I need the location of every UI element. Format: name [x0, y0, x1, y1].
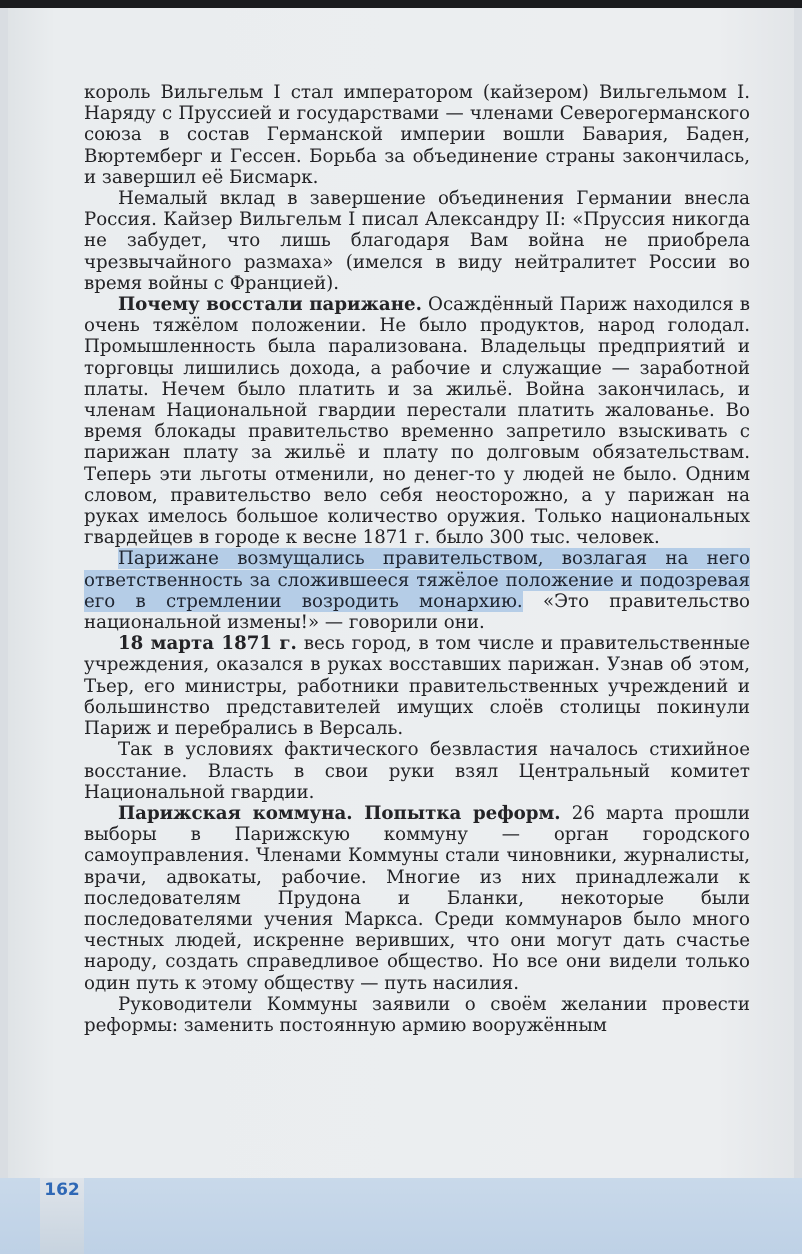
date-heading-18-march: 18 марта 1871 г. [118, 633, 297, 655]
paragraph-2-text: Немалый вклад в завершение объединения Германии внесла Россия. Кайзер Вильгельм I писал Александру II: «Пруссия никогда не забудет, что лишь благодаря Вам война не приобрела чрезвычайного размаха» (имелся в виду нейтралитет России во время войны с Францией). [84, 188, 750, 294]
page-footer-band [0, 1178, 802, 1254]
section-heading-why-parisians-revolted: Почему восстали парижане. [118, 294, 422, 316]
paragraph-8-text: Руководители Коммуны заявили о своём желании провести реформы: заменить постоянную армию вооружённым [84, 993, 750, 1036]
paragraph-6 [84, 739, 750, 803]
page-text [84, 82, 750, 1036]
scan-top-edge [0, 0, 802, 8]
paragraph-6-text: Так в условиях фактического безвластия началось стихийное восстание. Власть в свои руки взял Центральный комитет Национальной гвардии. [84, 739, 750, 803]
paragraph-4 [84, 548, 750, 633]
paragraph-3-text: Осаждённый Париж находился в очень тяжёлом положении. Не было продуктов, народ голодал. Промышленность была парализована. Владельцы предприятий и торговцы лишились дохода, а рабочие и служащие — заработной платы. Нечем было платить и за жильё. Война закончилась, и членам Национальной гвардии перестали платить жалованье. Во время блокады правительство временно запретило взыскивать с парижан плату за жильё и плату по долговым обязательствам. Теперь эти льготы отменили, но денег-то у людей не было. Одним словом, правительство вело себя неосторожно, а у парижан на руках имелось большое количество оружия. Только национальных гвардейцев в городе к весне 1871 г. было 300 тыс. человек. [84, 294, 751, 549]
paragraph-7 [84, 803, 750, 994]
paragraph-5-text: весь город, в том числе и правительственные учреждения, оказался в руках восставших парижан. Узнав об этом, Тьер, его министры, работники правительственных учреждений и большинство представителей имущих слоёв столицы покинули Париж и перебрались в Версаль. [84, 633, 750, 740]
paragraph-1 [84, 82, 750, 188]
paragraph-1-text: король Вильгельм I стал императором (кайзером) Вильгельмом I. Наряду с Пруссией и государствами — членами Северогерманского союза в состав Германской империи вошли Бавария, Баден, Вюртемберг и Гессен. Борьба за объединение страны закончилась, и завершил её Бисмарк. [84, 82, 750, 188]
paragraph-5 [84, 633, 750, 739]
paragraph-8 [84, 994, 750, 1036]
page-number: 162 [44, 1180, 80, 1200]
paragraph-2 [84, 188, 750, 294]
selected-text-highlight[interactable]: Парижане возмущались правительством, возлагая на него ответственность за сложившееся тяжёлое положение и подозревая его в стремлении возродить монархию. [84, 548, 750, 612]
paragraph-7-text: 26 марта прошли выборы в Парижскую коммуну — орган городского самоуправления. Членами Коммуны стали чиновники, журналисты, врачи, адвокаты, рабочие. Многие из них принадлежали к последователям Прудона и Бланки, некоторые были последователями учения Маркса. Среди коммунаров было много честных людей, искренне веривших, что они могут дать счастье народу, создать справедливое общество. Но все они видели только один путь к этому обществу — путь насилия. [84, 802, 750, 994]
paragraph-3 [84, 294, 750, 548]
paragraph-4-text: «Это правительство национальной измены!» — говорили они. [84, 590, 750, 634]
section-heading-paris-commune: Парижская коммуна. Попытка реформ. [118, 802, 561, 824]
